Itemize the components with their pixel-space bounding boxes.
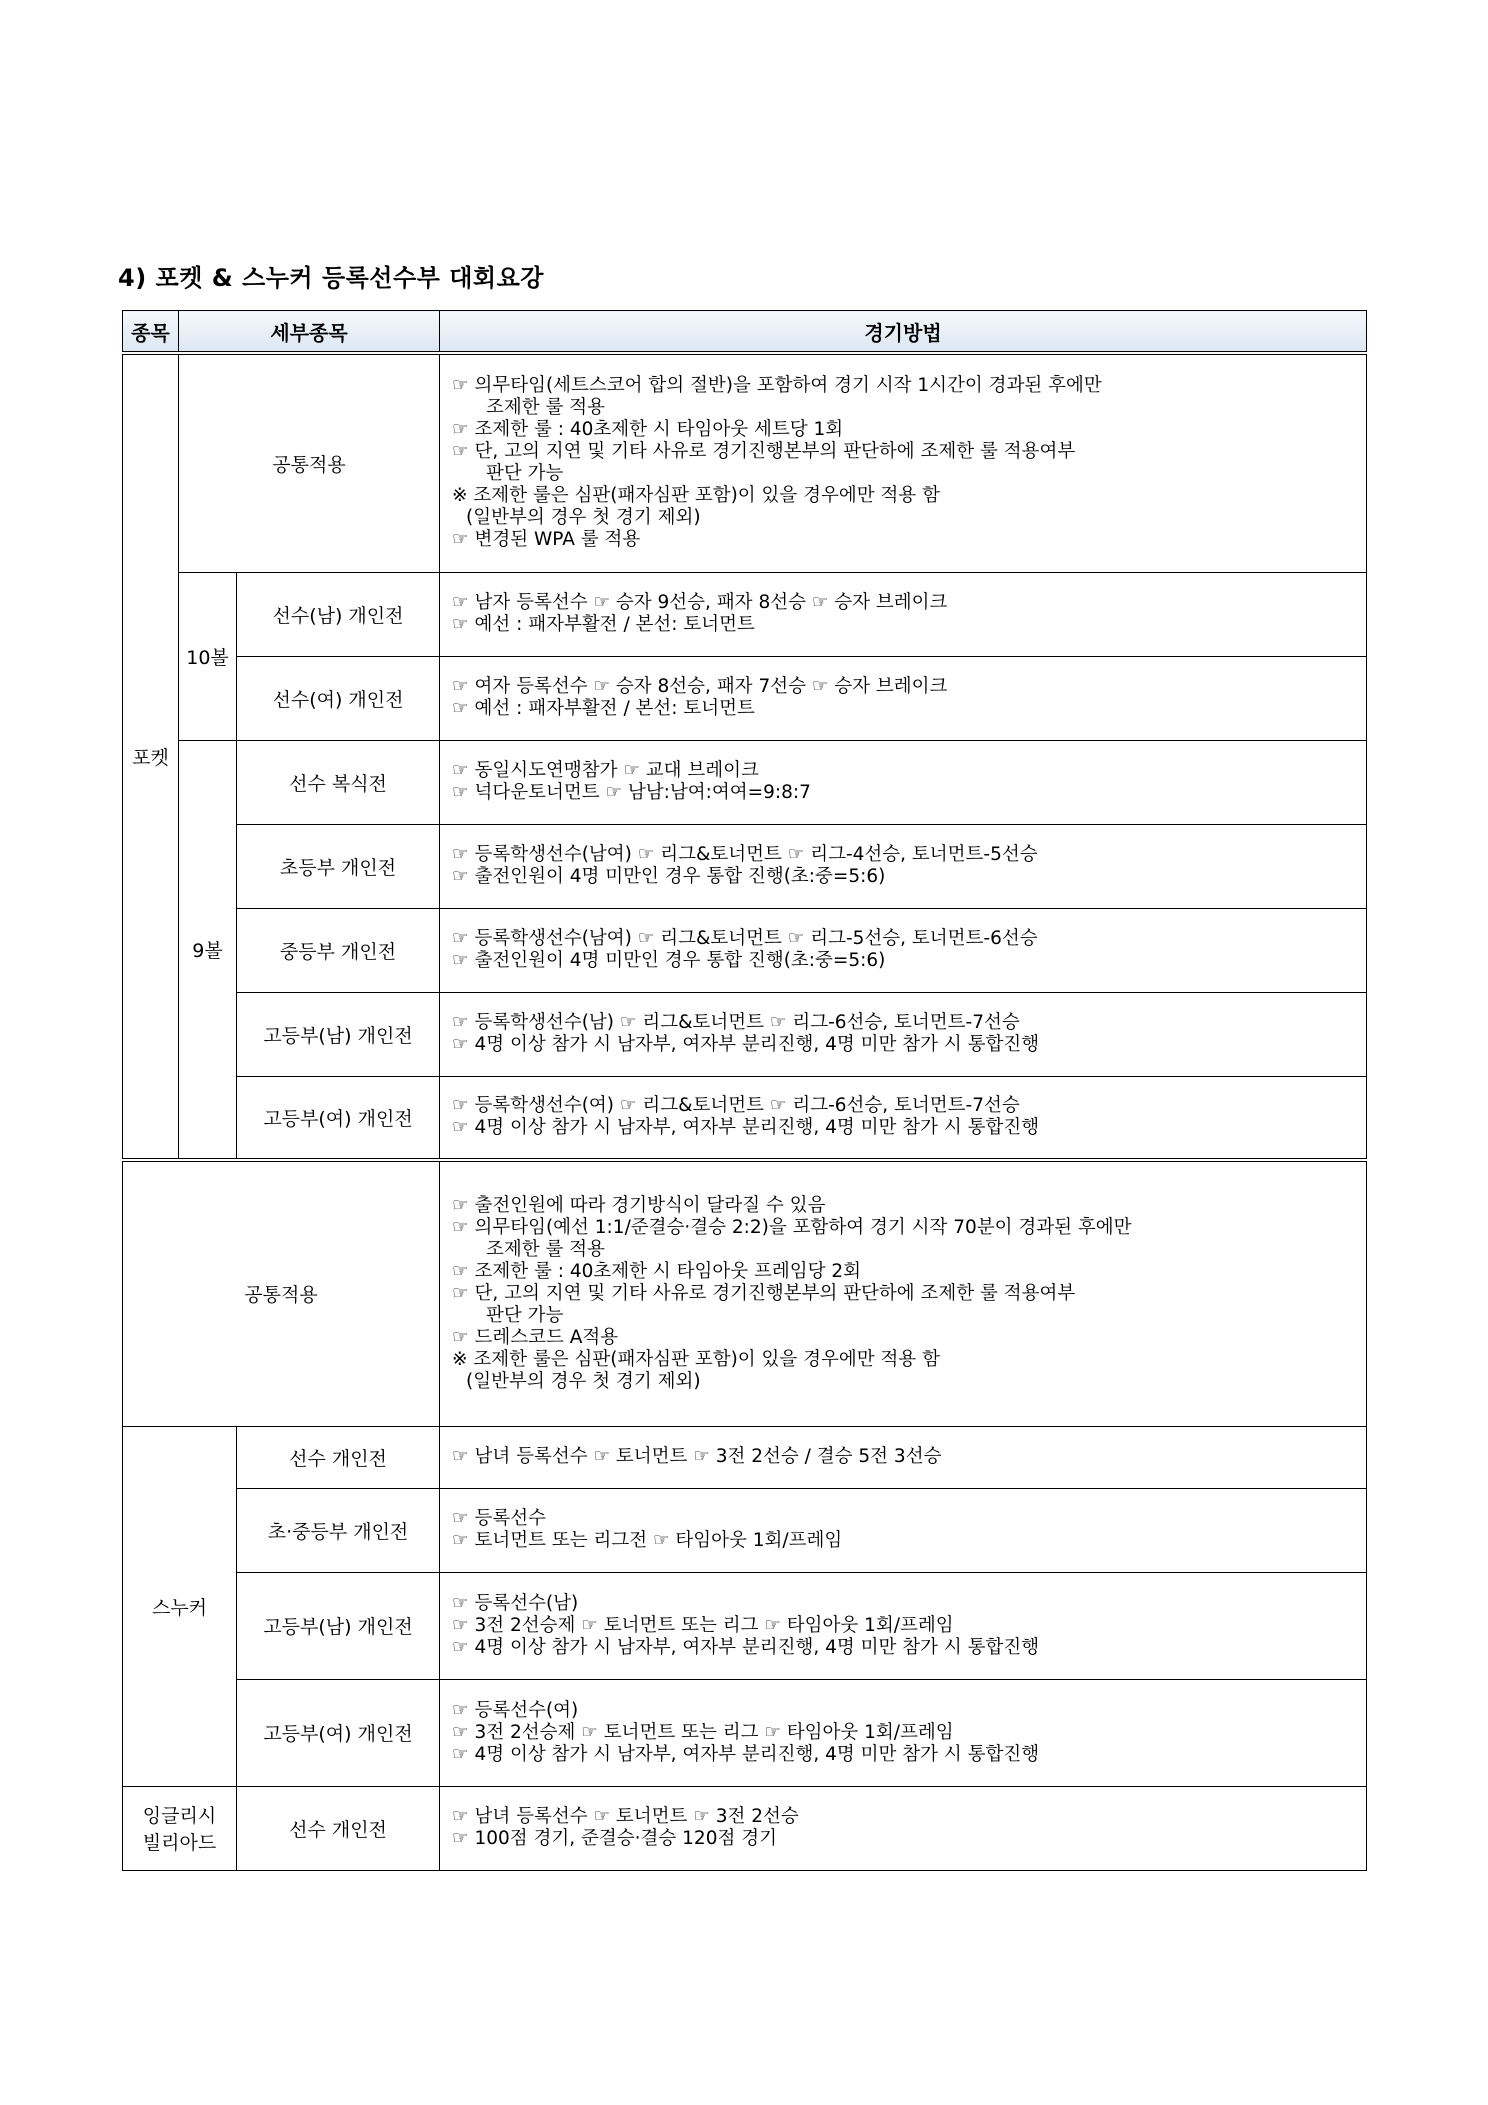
table-row: [123, 908, 1367, 992]
table-row: [123, 1076, 1367, 1160]
method-line: ☞ 단, 고의 지연 및 기타 사유로 경기진행본부의 판단하에 조제한 룰 적용여부: [452, 441, 1076, 463]
method-cell: [440, 1076, 1367, 1160]
group-9ball: 9볼: [179, 740, 237, 1160]
event-name: 선수(여) 개인전: [237, 656, 440, 740]
category-english-billiards: [123, 1786, 237, 1870]
method-cell: [440, 1160, 1367, 1426]
table-row: [123, 656, 1367, 740]
method-line: ☞ 등록선수: [452, 1508, 546, 1529]
category-line: 빌리아드: [142, 1832, 217, 1854]
method-cell: [440, 1786, 1367, 1870]
table-row: [123, 1786, 1367, 1870]
method-line: (일반부의 경우 첫 경기 제외): [466, 1370, 701, 1392]
method-line: 판단 가능: [486, 1304, 564, 1326]
method-line: ☞ 4명 이상 참가 시 남자부, 여자부 분리진행, 4명 미만 참가 시 통합진행: [452, 1636, 1040, 1658]
method-line: ☞ 여자 등록선수 ☞ 승자 8선승, 패자 7선승 ☞ 승자 브레이크: [452, 676, 948, 697]
table-row: [123, 1488, 1367, 1572]
method-line: 조제한 룰 적용: [486, 1238, 605, 1260]
table-row: [123, 572, 1367, 656]
event-name: 고등부(남) 개인전: [237, 992, 440, 1076]
method-line: ☞ 예선 : 패자부활전 / 본선: 토너먼트: [452, 698, 755, 719]
method-line: ☞ 드레스코드 A적용: [452, 1326, 619, 1348]
method-cell: [440, 824, 1367, 908]
method-line: ☞ 등록선수(여): [452, 1699, 579, 1721]
category-line: 잉글리시: [142, 1805, 217, 1827]
method-cell: [440, 572, 1367, 656]
header-method: 경기방법: [440, 311, 1367, 354]
method-line: ※ 조제한 룰은 심판(패자심판 포함)이 있을 경우에만 적용 함: [452, 1348, 941, 1370]
category-pocket: 포켓: [123, 353, 179, 1160]
group-10ball: 10볼: [179, 572, 237, 740]
method-line: ☞ 남자 등록선수 ☞ 승자 9선승, 패자 8선승 ☞ 승자 브레이크: [452, 592, 948, 613]
method-line: ☞ 등록선수(남): [452, 1592, 579, 1614]
method-line: ☞ 4명 이상 참가 시 남자부, 여자부 분리진행, 4명 미만 참가 시 통합진행: [452, 1743, 1040, 1765]
method-line: ☞ 100점 경기, 준결승·결승 120점 경기: [452, 1828, 777, 1849]
method-cell: [440, 908, 1367, 992]
method-cell: [440, 1426, 1367, 1488]
method-line: ☞ 의무타임(예선 1:1/준결승·결승 2:2)을 포함하여 경기 시작 70분이 경과된 후에만: [452, 1216, 1132, 1238]
method-line: ☞ 3전 2선승제 ☞ 토너먼트 또는 리그 ☞ 타임아웃 1회/프레임: [452, 1614, 954, 1636]
header-category: 종목: [123, 311, 179, 354]
event-name: 선수 개인전: [237, 1786, 440, 1870]
table-row: [123, 1679, 1367, 1786]
method-line: (일반부의 경우 첫 경기 제외): [466, 507, 701, 529]
method-line: 판단 가능: [486, 463, 564, 485]
method-line: ☞ 등록학생선수(남여) ☞ 리그&토너먼트 ☞ 리그-4선승, 토너먼트-5선승: [452, 844, 1038, 865]
method-cell: [440, 656, 1367, 740]
method-cell: [440, 992, 1367, 1076]
method-line: ☞ 남녀 등록선수 ☞ 토너먼트 ☞ 3전 2선승 / 결승 5전 3선승: [452, 1446, 942, 1467]
method-line: ☞ 출전인원에 따라 경기방식이 달라질 수 있음: [452, 1194, 826, 1216]
method-line: ※ 조제한 룰은 심판(패자심판 포함)이 있을 경우에만 적용 함: [452, 485, 941, 507]
method-line: 조제한 룰 적용: [486, 397, 605, 419]
method-line: ☞ 예선 : 패자부활전 / 본선: 토너먼트: [452, 614, 755, 635]
method-line: ☞ 토너먼트 또는 리그전 ☞ 타임아웃 1회/프레임: [452, 1530, 843, 1551]
table-row: [123, 740, 1367, 824]
method-line: ☞ 등록학생선수(여) ☞ 리그&토너먼트 ☞ 리그-6선승, 토너먼트-7선승: [452, 1095, 1020, 1117]
event-name: 초·중등부 개인전: [237, 1488, 440, 1572]
method-line: ☞ 넉다운토너먼트 ☞ 남남:남여:여여=9:8:7: [452, 782, 811, 803]
event-name: 초등부 개인전: [237, 824, 440, 908]
method-line: ☞ 등록학생선수(남) ☞ 리그&토너먼트 ☞ 리그-6선승, 토너먼트-7선승: [452, 1012, 1020, 1033]
event-name: 선수 개인전: [237, 1426, 440, 1488]
event-name: 공통적용: [123, 1160, 440, 1426]
method-line: ☞ 4명 이상 참가 시 남자부, 여자부 분리진행, 4명 미만 참가 시 통합진행: [452, 1117, 1040, 1139]
method-line: ☞ 변경된 WPA 룰 적용: [452, 529, 641, 551]
method-line: ☞ 남녀 등록선수 ☞ 토너먼트 ☞ 3전 2선승: [452, 1806, 799, 1827]
method-line: ☞ 조제한 룰 : 40초제한 시 타임아웃 세트당 1회: [452, 419, 844, 441]
table-row: [123, 1160, 1367, 1426]
event-name: 고등부(여) 개인전: [237, 1076, 440, 1160]
category-snooker: 스누커: [123, 1426, 237, 1786]
event-name: 공통적용: [179, 353, 440, 572]
method-cell: [440, 1679, 1367, 1786]
method-cell: [440, 1488, 1367, 1572]
method-line: ☞ 등록학생선수(남여) ☞ 리그&토너먼트 ☞ 리그-5선승, 토너먼트-6선승: [452, 928, 1038, 949]
event-name: 선수(남) 개인전: [237, 572, 440, 656]
method-cell: [440, 353, 1367, 572]
method-line: ☞ 의무타임(세트스코어 합의 절반)을 포함하여 경기 시작 1시간이 경과된 후에만: [452, 375, 1102, 397]
header-row: [123, 311, 1367, 354]
rules-table: [122, 310, 1367, 1871]
method-line: ☞ 단, 고의 지연 및 기타 사유로 경기진행본부의 판단하에 조제한 룰 적용여부: [452, 1282, 1076, 1304]
method-line: ☞ 출전인원이 4명 미만인 경우 통합 진행(초:중=5:6): [452, 866, 886, 887]
method-line: ☞ 동일시도연맹참가 ☞ 교대 브레이크: [452, 760, 759, 781]
event-name: 선수 복식전: [237, 740, 440, 824]
event-name: 고등부(여) 개인전: [237, 1679, 440, 1786]
method-line: ☞ 3전 2선승제 ☞ 토너먼트 또는 리그 ☞ 타임아웃 1회/프레임: [452, 1721, 954, 1743]
method-cell: [440, 1572, 1367, 1679]
table-row: [123, 992, 1367, 1076]
table-row: [123, 1426, 1367, 1488]
method-line: ☞ 4명 이상 참가 시 남자부, 여자부 분리진행, 4명 미만 참가 시 통합진행: [452, 1034, 1040, 1055]
table-row: [123, 824, 1367, 908]
event-name: 중등부 개인전: [237, 908, 440, 992]
method-line: ☞ 조제한 룰 : 40초제한 시 타임아웃 프레임당 2회: [452, 1260, 861, 1282]
method-cell: [440, 740, 1367, 824]
section-heading: 4) 포켓 & 스누커 등록선수부 대회요강: [118, 264, 544, 292]
table-row: [123, 1572, 1367, 1679]
event-name: 고등부(남) 개인전: [237, 1572, 440, 1679]
header-subcategory: 세부종목: [179, 311, 440, 354]
method-line: ☞ 출전인원이 4명 미만인 경우 통합 진행(초:중=5:6): [452, 950, 886, 971]
table-row: [123, 353, 1367, 572]
